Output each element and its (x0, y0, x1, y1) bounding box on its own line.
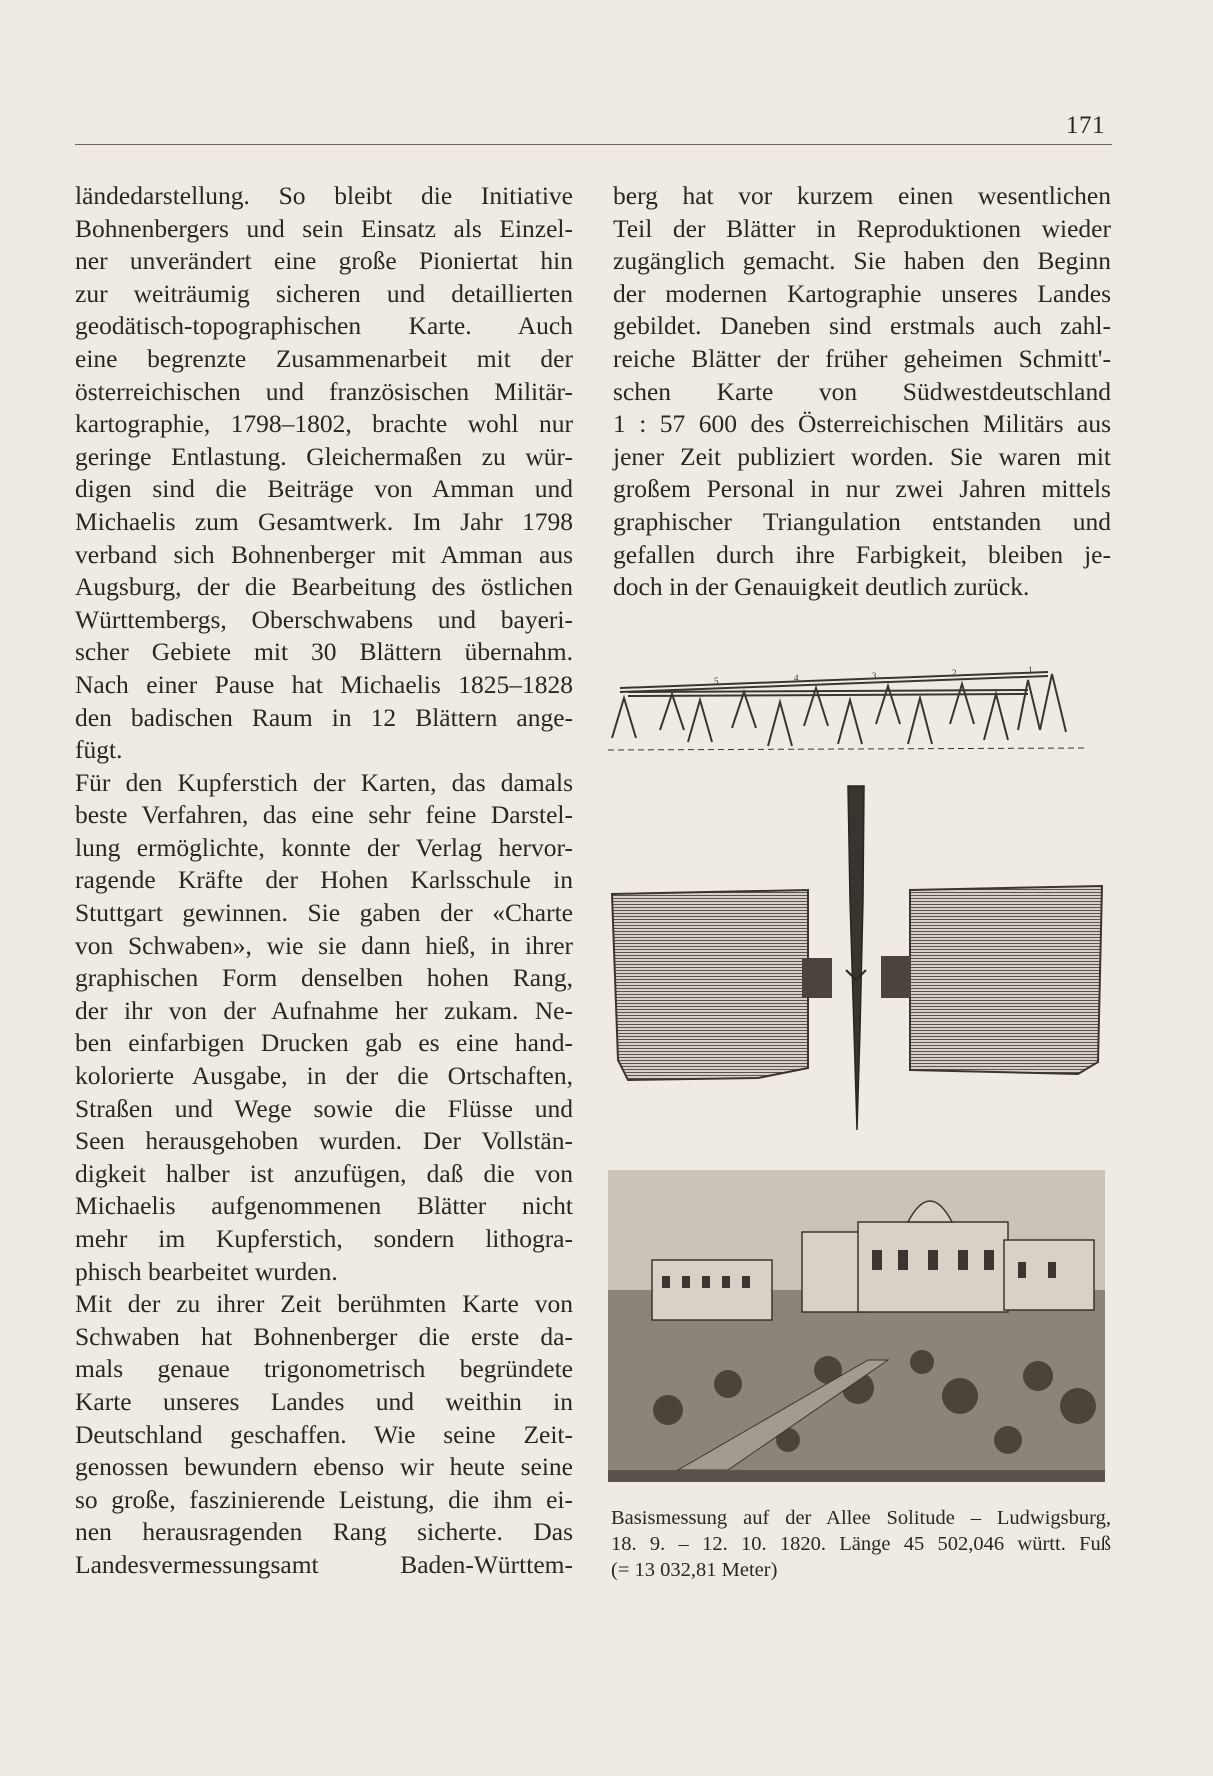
text-line: österreichischen und französischen Militär- (75, 376, 573, 406)
figure-caption (611, 1505, 1111, 1583)
text-line: der modernen Kartographie unseres Landes (613, 278, 1111, 308)
text-line: verband sich Bohnenberger mit Amman aus (75, 539, 573, 569)
header-rule (75, 144, 1112, 145)
text-line: geodätisch-topographischen Karte. Auch (75, 311, 573, 341)
text-line: Schwaben hat Bohnenberger die erste da- (75, 1321, 573, 1351)
text-line: graphischen Form denselben hohen Rang, (75, 963, 573, 993)
text-line: digkeit halber ist anzufügen, daß die von (75, 1158, 573, 1188)
text-line: 1 : 57 600 des Österreichischen Militärs aus (613, 409, 1111, 439)
text-line: Landesvermessungsamt Baden-Württem- (75, 1549, 573, 1579)
bar-number-2: 2 (952, 668, 957, 678)
text-line: nen herausragenden Rang sicherte. Das (75, 1517, 573, 1547)
caption-line: 18. 9. – 12. 10. 1820. Länge 45 502,046 württ. Fuß (611, 1533, 1111, 1555)
page-number: 171 (1066, 112, 1105, 139)
text-line: großem Personal in nur zwei Jahren mittels (613, 474, 1111, 504)
text-line: Für den Kupferstich der Karten, das damals (75, 767, 573, 797)
text-line: der ihr von der Aufnahme her zukam. Ne- (75, 995, 573, 1025)
text-line: berg hat vor kurzem einen wesentlichen (613, 181, 1111, 210)
right-text-column (613, 180, 1111, 604)
text-line: genossen bewundern ebenso wir heute seine (75, 1452, 573, 1482)
text-line: mals genaue trigonometrisch begründete (75, 1354, 573, 1384)
text-line: Michaelis zum Gesamtwerk. Im Jahr 1798 (75, 506, 573, 536)
text-line: Nach einer Pause hat Michaelis 1825–1828 (75, 669, 573, 699)
left-bar-block (612, 890, 808, 1080)
left-text-column (75, 180, 573, 1582)
text-line: gebildet. Daneben sind erstmals auch zahl- (613, 311, 1111, 341)
text-line: Mit der zu ihrer Zeit berühmten Karte von (75, 1289, 573, 1319)
text-line: digen sind die Beiträge von Amman und (75, 474, 573, 504)
text-line: jener Zeit publiziert worden. Sie waren mit (613, 441, 1111, 471)
text-line: Karte unseres Landes und weithin in (75, 1386, 573, 1416)
text-line: Deutschland geschaffen. Wie seine Zeit- (75, 1419, 573, 1449)
text-line: von Schwaben», wie sie dann hieß, in ihrer (75, 930, 573, 960)
caption-line: Basismessung auf der Allee Solitude – Ludwigsburg, (611, 1507, 1111, 1529)
text-line: ragende Kräfte der Hohen Karlsschule in (75, 865, 573, 895)
text-line: mehr im Kupferstich, sondern lithogra- (75, 1224, 573, 1253)
text-line: scher Gebiete mit 30 Blättern übernahm. (75, 637, 573, 667)
text-line: den badischen Raum in 12 Blättern ange- (75, 702, 573, 732)
text-line: beste Verfahren, das eine sehr feine Darstel- (75, 800, 573, 830)
text-line: Württembergs, Oberschwabens und bayeri- (75, 604, 573, 634)
solitude-landscape-illustration (608, 1170, 1105, 1482)
text-line: so große, faszinierende Leistung, die ihm ei- (75, 1484, 573, 1514)
text-line: Augsburg, der die Bearbeitung des östlichen (75, 572, 573, 602)
text-line: reiche Blätter der früher geheimen Schmitt'- (613, 343, 1111, 373)
text-line: ben einfarbigen Drucken gab es eine hand- (75, 1028, 573, 1058)
text-line: kolorierte Ausgabe, in der die Ortschaften, (75, 1061, 573, 1091)
bar-number-1: 1 (1028, 665, 1033, 675)
caption-line: (= 13 032,81 Meter) (611, 1559, 778, 1581)
bar-number-4: 4 (794, 673, 799, 683)
text-line: Bohnenbergers und sein Einsatz als Einzel- (75, 213, 573, 243)
right-bar-block (910, 886, 1102, 1074)
measuring-bars-illustration (608, 654, 1105, 754)
text-line: schen Karte von Südwestdeutschland (613, 376, 1111, 406)
text-line: zugänglich gemacht. Sie haben den Beginn (613, 246, 1111, 276)
bar-number-5: 5 (714, 676, 719, 686)
bar-number-3: 3 (872, 671, 877, 681)
text-line: Straßen und Wege sowie die Flüsse und (75, 1093, 573, 1123)
text-line: Teil der Blätter in Reproduktionen wieder (613, 213, 1111, 243)
text-line: Seen herausgehoben wurden. Der Vollstän- (75, 1126, 573, 1156)
text-line: Michaelis aufgenommenen Blätter nicht (75, 1191, 573, 1221)
text-line: ländedarstellung. So bleibt die Initiative (75, 181, 573, 210)
text-line: phisch bearbeitet wurden. (75, 1256, 338, 1286)
text-line: fügt. (75, 735, 123, 765)
text-line: ner unverändert eine große Pioniertat hin (75, 246, 573, 276)
text-line: eine begrenzte Zusammenarbeit mit der (75, 343, 573, 373)
text-line: lung ermöglichte, konnte der Verlag hervor- (75, 832, 573, 862)
text-line: graphischer Triangulation entstanden und (613, 506, 1111, 536)
text-line: doch in der Genauigkeit deutlich zurück. (613, 572, 1030, 602)
wedge (848, 786, 864, 1130)
bar-ends-wedge-illustration (608, 780, 1105, 1150)
text-line: geringe Entlastung. Gleichermaßen zu wür- (75, 441, 573, 471)
text-line: kartographie, 1798–1802, brachte wohl nur (75, 409, 573, 439)
text-line: gefallen durch ihre Farbigkeit, bleiben je- (613, 539, 1111, 569)
text-line: zur weiträumig sicheren und detaillierten (75, 278, 573, 308)
text-line: Stuttgart gewinnen. Sie gaben der «Charte (75, 898, 573, 928)
